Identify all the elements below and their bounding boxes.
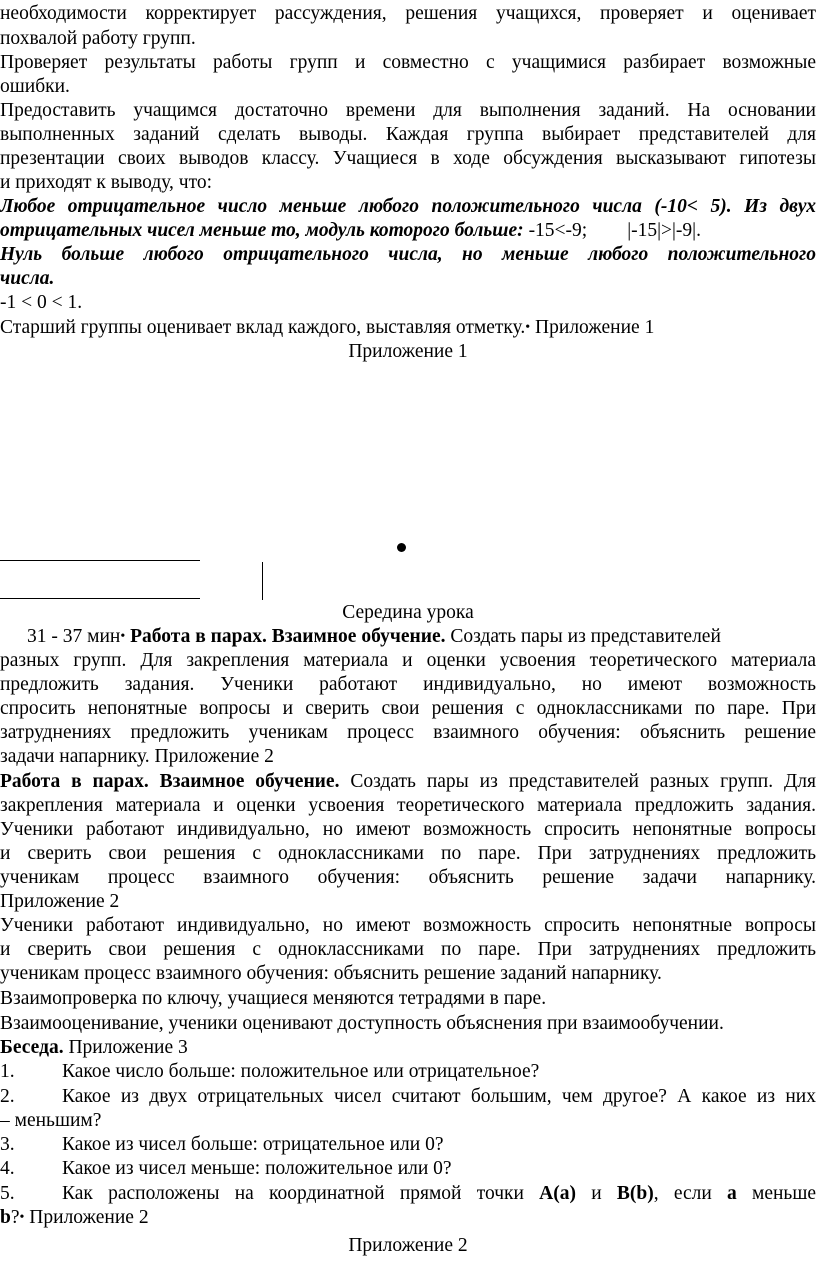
appendix-heading: Приложение 1	[348, 341, 468, 362]
text-line: закрепления материала и оценки усвоения теоретического материала предложить задания.	[0, 795, 816, 816]
text-line	[0, 1036, 816, 1060]
text-line: необходимости корректирует рассуждения, решения учащихся, проверяет и оценивает	[0, 3, 816, 24]
text-line: Ученики работают индивидуально, но имеют возможность спросить непонятные вопросы	[0, 915, 816, 936]
text-line: ученикам процесс взаимного обучения: объяснить решение заданий напарнику.	[0, 963, 662, 984]
list-item	[0, 1060, 816, 1084]
text-line: выполненных заданий сделать выводы. Каждая группа выбирает представителей для	[0, 124, 816, 145]
text-line	[0, 770, 816, 794]
activity-title: Работа в парах. Взаимное обучение.	[0, 771, 340, 792]
appendix-ref: Приложение 1	[530, 317, 655, 338]
text-line: затруднениях предложить ученикам процесс взаимного обучения: объяснить решение	[0, 722, 816, 743]
rule-example-modulus: |-15|>|-9|.	[627, 220, 701, 241]
text-line: предложить задания. Ученики работают индивидуально, но имеют возможность	[0, 674, 816, 695]
rule-zero-example: -1 < 0 < 1.	[0, 292, 83, 313]
var-a: а	[727, 1183, 737, 1204]
point-a: A(a)	[539, 1183, 576, 1204]
text-line: Ученики работают индивидуально, но имеют возможность спросить непонятные вопросы	[0, 819, 816, 840]
section-heading: Середина урока	[342, 602, 474, 623]
rule-zero-end: числа.	[0, 268, 55, 289]
list-item	[0, 1133, 816, 1157]
divider	[262, 562, 263, 600]
appendix-heading: Приложение 2	[348, 1235, 468, 1256]
list-number: 4.	[0, 1158, 15, 1179]
text-line: Взаимооценивание, ученики оценивают доступность объяснения при взаимообучении.	[0, 1013, 724, 1034]
rule-text: отрицательных чисел меньше то, модуль которого больше:	[0, 220, 524, 241]
leader-text: Старший группы оценивает вклад каждого, выставляя отметку.	[0, 317, 526, 338]
talk-title: Беседа.	[0, 1037, 64, 1058]
text-line: ученикам процесс взаимного обучения: объяснить решение задачи напарнику.	[0, 867, 816, 888]
question-text: Какое из чисел меньше: положительное или 0?	[62, 1158, 452, 1179]
list-item	[0, 1157, 816, 1181]
question-text: Какое из двух отрицательных чисел считают большим, чем другое? А какое из них	[62, 1086, 816, 1107]
text-line	[0, 316, 816, 340]
text-line: презентации своих выводов классу. Учащиеся в ходе обсуждения высказывают гипотезы	[0, 148, 816, 169]
rule-zero: Нуль больше любого отрицательного числа, но меньше любого положительного	[0, 244, 816, 265]
question-text: Какое число больше: положительное или отрицательное?	[62, 1061, 540, 1082]
activity-text: Создать пары из представителей	[445, 626, 721, 647]
time-range: 31 - 37 мин	[27, 626, 121, 647]
text-line: Взаимопроверка по ключу, учащиеся меняются тетрадями в паре.	[0, 988, 547, 1009]
text-line: и сверить свои решения с одноклассниками по паре. При затруднениях предложить	[0, 843, 816, 864]
appendix-ref: Приложение 3	[63, 1037, 188, 1058]
text-line: и сверить свои решения с одноклассниками по паре. При затруднениях предложить	[0, 939, 816, 960]
question-text: , если	[653, 1183, 728, 1204]
question-text: и	[576, 1183, 617, 1204]
text-line: задачи напарнику. Приложение 2	[0, 746, 274, 767]
list-number: 3.	[0, 1134, 15, 1155]
question-text: Какое из чисел больше: отрицательное или 0?	[62, 1134, 444, 1155]
text-line: ошибки.	[0, 76, 70, 97]
activity-title: Работа в парах. Взаимное обучение.	[125, 626, 446, 647]
text-line: и приходят к выводу, что:	[0, 172, 213, 193]
rule-example: -15<-9;	[523, 220, 588, 241]
appendix-ref: Приложение 2	[24, 1207, 149, 1228]
bullet-icon: •	[525, 320, 531, 335]
question-text: меньше	[736, 1183, 816, 1204]
list-item	[0, 1085, 816, 1109]
divider	[0, 560, 200, 561]
text-line: разных групп. Для закрепления материала и оценки усвоения теоретического материала	[0, 650, 816, 671]
list-number: 2.	[0, 1086, 15, 1107]
rule-negative-positive: Любое отрицательное число меньше любого положительного числа (-10< 5). Из двух	[0, 196, 816, 217]
question-text: Как расположены на координатной прямой точки	[62, 1183, 540, 1204]
var-b: b	[0, 1207, 11, 1228]
text-line: похвалой работу групп.	[0, 28, 196, 49]
text-line	[0, 1206, 816, 1230]
bullet-icon: •	[19, 1210, 25, 1225]
text-line: Предоставить учащимся достаточно времени для выполнения заданий. На основании	[0, 100, 816, 121]
divider	[0, 598, 200, 599]
activity-text: Создать пары из представителей разных групп. Для	[339, 771, 816, 792]
bullet-icon: •	[120, 629, 126, 644]
list-number: 1.	[0, 1061, 15, 1082]
text-line: спросить непонятные вопросы и сверить свои решения с одноклассниками по паре. При	[0, 698, 816, 719]
question-text: ?	[10, 1207, 20, 1228]
text-line: Проверяет результаты работы групп и совместно с учащимися разбирает возможные	[0, 52, 816, 73]
list-item	[0, 1182, 816, 1206]
list-number: 5.	[0, 1183, 15, 1204]
text-line: Приложение 2	[0, 891, 120, 912]
text-line	[0, 625, 816, 649]
text-line: – меньшим?	[0, 1110, 102, 1131]
bullet-icon	[397, 543, 406, 552]
rule-two-negatives	[0, 219, 816, 243]
point-b: B(b)	[616, 1183, 654, 1204]
